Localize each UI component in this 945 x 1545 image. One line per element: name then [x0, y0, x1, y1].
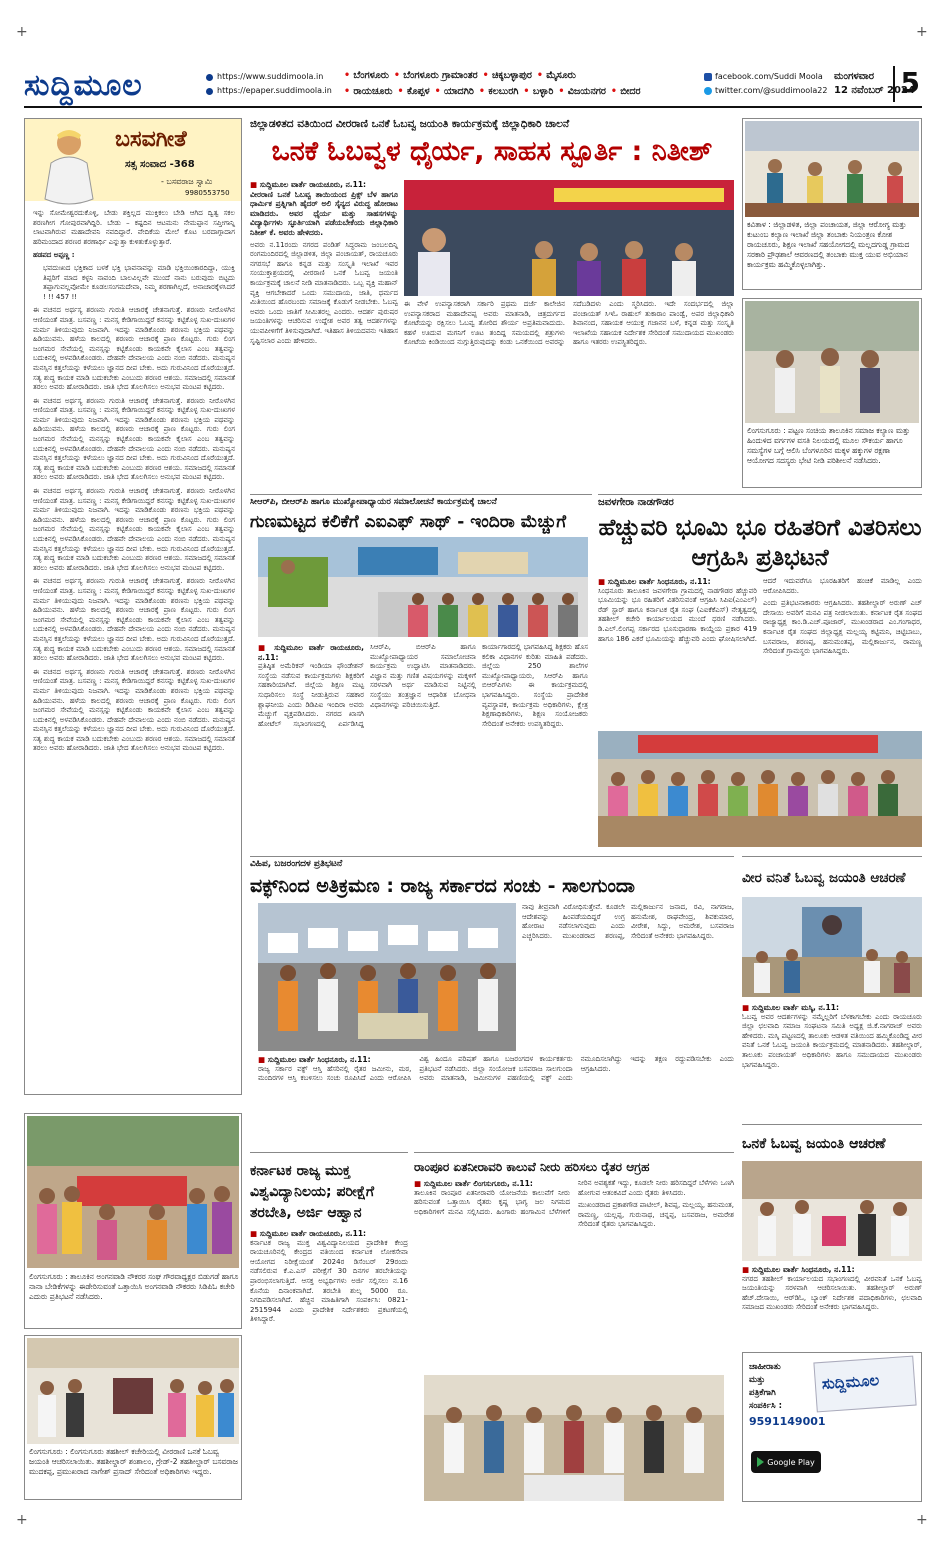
- city-edition-link[interactable]: • ರಾಯಚೂರು: [344, 84, 393, 100]
- epaper-url[interactable]: https://epaper.suddimoola.in: [217, 86, 332, 95]
- issue-day: ಮಂಗಳವಾರ: [834, 71, 875, 82]
- story-body: ರಾಜ್ಯ ಸರ್ಕಾರ ವಕ್ಫ್ ಆಸ್ತಿ ಹೆಸರಿನಲ್ಲಿ ರೈತರ ಜಮೀನು, ಮಠ, ಮಂದಿರಗಳ ಆಸ್ತಿ ಕಬಳಿಸಲು ಸಂಚು ರೂಪಿಸಿದೆ ಎಂದು ಆರೋಪಿಸಿ ವಿಶ್ವ ಹಿಂದೂ ಪರಿಷತ್ ಹಾಗೂ ಬಜರಂಗದಳ ಕಾರ್ಯಕರ್ತರು ಪ್ರತಿಭಟನೆ ನಡೆಸಿದರು. ಜಿಲ್ಲಾ ಸಂಯೋಜಕ ಬಸವರಾಜ ಸಾಲಗುಂದಾ ಅವರು ಮಾತನಾಡಿ, ಜಮೀನುಗಳ ಪಹಣಿಯಲ್ಲಿ ವಕ್ಫ್ ಎಂದು ನಮೂದಿಸಲಾಗಿದ್ದು ಇದನ್ನು ತಕ್ಷಣ ರದ್ದುಪಡಿಸಬೇಕು ಎಂದು ಆಗ್ರಹಿಸಿದರು.: [258, 1055, 734, 1083]
- advertisement-box[interactable]: [742, 1352, 922, 1502]
- story-byline: ■ ಸುದ್ದಿಮೂಲ ವಾರ್ತೆ ಲಿಂಗಸುಗೂರು, ನ.11:: [414, 1179, 570, 1189]
- story-gunamatta: [250, 494, 592, 850]
- story-headline[interactable]: ಒನಕೆ ಓಬವ್ವಳ ಧೈರ್ಯ, ಸಾಹಸ ಸ್ಪೂರ್ತಿ : ನಿತೀಶ್: [271, 136, 713, 167]
- basava-title: ಬಸವಗೀತೆ: [115, 127, 187, 152]
- story-body-2: ಈ ವೇಳೆ ಉಪನ್ಯಾಸಕರಾಗಿ ಸರ್ಕಾರಿ ಪ್ರಥಮ ದರ್ಜೆ ಕಾಲೇಜಿನ ಉಪನ್ಯಾಸಕರಾದ ಮಹಾದೇವಪ್ಪ ಅವರು ಮಾತನಾಡಿ, ಚಿತ್ರದುರ್ಗದ ಕೋಟೆಯನ್ನು ರಕ್ಷಿಸಲು ಓಬವ್ವ ತೋರಿದ ಶೌರ್ಯ ಅಪ್ರತಿಮವಾದುದು. ಕಹಳೆ ಊದುವ ಮಗನಿಗೆ ಊಟ ತಂದಿದ್ದ ಸಮಯದಲ್ಲಿ ಶತ್ರುಗಳು ಕೋಟೆಯ ಕಿಂಡಿಯಿಂದ ನುಗ್ಗುತ್ತಿರುವುದನ್ನು ಕಂಡು ಒನಕೆಯಿಂದ ಅವರನ್ನು ಸದೆಬಡಿದಳು ಎಂದು ಸ್ಮರಿಸಿದರು. ಇದೇ ಸಂದರ್ಭದಲ್ಲಿ ಜಿಲ್ಲಾ ಪಂಚಾಯತ್ ಸಿಇಓ ರಾಹುಲ್ ತುಕಾರಾಂ ಪಾಂಡ್ವೆ, ಅಪರ ಜಿಲ್ಲಾಧಿಕಾರಿ ಶಿವಾನಂದ, ಸಹಾಯಕ ಆಯುಕ್ತ ಗಜಾನನ ಬಳೆ, ಕನ್ನಡ ಮತ್ತು ಸಂಸ್ಕೃತಿ ಇಲಾಖೆಯ ಸಹಾಯಕ ನಿರ್ದೇಶಕ ಸೇರಿದಂತೆ ಸಮುದಾಯದ ಮುಖಂಡರು ಹಾಗೂ ಇತರರು ಉಪಸ್ಥಿತರಿದ್ದರು.: [404, 300, 734, 347]
- basava-subtitle: ಸತ್ಸ ಸಂವಾದ -368: [125, 159, 195, 170]
- story-photo: [598, 731, 922, 847]
- website-links: [206, 70, 332, 98]
- city-edition-link[interactable]: • ಯಾದಗಿರಿ: [435, 84, 474, 100]
- story-body-2: ಕಾರ್ಯಾಗಾರದಲ್ಲಿ ಭಾಗವಹಿಸಿದ್ದ ಶಿಕ್ಷಕರು ಹೊಸ ಕಲಿಕಾ ವಿಧಾನಗಳ ಕುರಿತು ಮಾಹಿತಿ ಪಡೆದರು. ಜಿಲ್ಲೆಯ 250 ಶಾಲೆಗಳ ಮುಖ್ಯೋಪಾಧ್ಯಾಯರು, ಸಿಆರ್‌ಪಿ ಹಾಗೂ ಬಿಆರ್‌ಪಿಗಳು ಈ ಕಾರ್ಯಕ್ರಮದಲ್ಲಿ ಭಾಗವಹಿಸಿದ್ದರು. ಸಂಸ್ಥೆಯ ಪ್ರಾದೇಶಿಕ ವ್ಯವಸ್ಥಾಪಕ, ಕಾರ್ಯಕ್ರಮ ಅಧಿಕಾರಿಗಳು, ಕ್ಷೇತ್ರ ಶಿಕ್ಷಣಾಧಿಕಾರಿಗಳು, ಶಿಕ್ಷಣ ಸಂಯೋಜಕರು ಸೇರಿದಂತೆ ಅನೇಕರು ಉಪಸ್ಥಿತರಿದ್ದರು.: [482, 643, 588, 728]
- basava-rest-4: ಈ ವಚನದ ಅರ್ಥಸ್ಯ ಶರಣನು ಗುರುತಿ ಆಚಾರಕ್ಕೆ ಚೇತನಾಗುತ್ತೆ. ಶರಣರು ನೀರೊಳಗಿನ ಆಣಿಯಂತೆ ಮಾತ್ರ. ಬಸವಣ್ಣ : ಮನಸ್ಸ ಕೇಡಿಗಾಯಿದ್ದರೆ ಕನಸನ್ನು ಕಟ್ಟಿಕೊಳ್ಳ ಸುಖ-ದುಃಖಗಳ ಮರ್ಮ ತಿಳಿಯುವುದು ನಿಜವಾಗಿ. ಇದನ್ನು ಮಾಡಿಕೊಂಡು ಶರಣನು ಭಕ್ತಿಯ ಪಥವನ್ನು ಹಿಡಿಯುವನು. ಹಳೆಯ ಕಾಲದಲ್ಲಿ ಶರಣರು ಆಚಾರಕ್ಕೆ ಪ್ರಾಣ ಕೊಟ್ಟರು. ಗುರು ಲಿಂಗ ಜಂಗಮರ ಸೇವೆಯಲ್ಲಿ ಮನಸ್ಸನ್ನು ಕಟ್ಟಿಕೊಂಡು ಕಾಯಕವೇ ಕೈಲಾಸ ಎಂಬ ತತ್ವವನ್ನು ಬದುಕಿನಲ್ಲಿ ಅಳವಡಿಸಿಕೊಂಡರು. ದೇಹವೇ ದೇವಾಲಯ ಎಂದು ನಂಬಿ ನಡೆದರು. ಮನುಷ್ಯನ ಮನಸ್ಸಿನ ಕತ್ತಲೆಯನ್ನು ಕಳೆಯಲು ಜ್ಞಾನದ ದೀಪ ಬೇಕು. ಅದು ಗುರುವಿನಿಂದ ದೊರೆಯುತ್ತದೆ. ಸತ್ಯ ಶುದ್ಧ ಕಾಯಕ ಮಾಡಿ ಬದುಕಬೇಕು ಎಂಬುದು ಶರಣರ ಆಶಯ. ಸಮಾಜದಲ್ಲಿ ಸಮಾನತೆ ತರಲು ಅವರು ಹೋರಾಡಿದರು. ಜಾತಿ ಭೇದ ತೊಲಗಿಸಲು ಅನುಭವ ಮಂಟಪ ಕಟ್ಟಿದರು.: [33, 577, 235, 663]
- story-byline: ■ ಸುದ್ದಿಮೂಲ ವಾರ್ತೆ ಸಿಂಧನೂರು, ನ.11:: [742, 1265, 922, 1275]
- story-onake-obavva: [742, 1124, 922, 1344]
- website-url[interactable]: https://www.suddimoola.in: [217, 72, 324, 81]
- story-byline: ■ ಸುದ್ದಿಮೂಲ ವಾರ್ತೆ ಸಿಂಧನೂರು, ನ.11:: [258, 1055, 411, 1065]
- play-store-icon: [757, 1457, 764, 1467]
- city-edition-link[interactable]: • ಮೈಸೂರು: [537, 68, 576, 84]
- city-editions: [344, 68, 694, 100]
- page-number: 5: [893, 66, 920, 102]
- story-kicker: ಜಿಲ್ಲಾಡಳಿತದ ವತಿಯಿಂದ ವೀರರಾಣಿ ಒನಕೆ ಓಬವ್ವ ಜಯಂತಿ ಕಾರ್ಯಕ್ರಮಕ್ಕೆ ಜಿಲ್ಲಾಧಿಕಾರಿ ಚಾಲನೆ: [250, 118, 570, 130]
- story-photo: [404, 180, 734, 296]
- story-body-2: ನಾವು ತೀವ್ರವಾಗಿ ವಿರೋಧಿಸುತ್ತೇವೆ. ಕೂಡಲೇ ಆದೇಶವನ್ನು ಹಿಂಪಡೆಯದಿದ್ದರೆ ಉಗ್ರ ಹೋರಾಟ ನಡೆಸಲಾಗುವುದು ಎಂದು ಎಚ್ಚರಿಸಿದರು. ಮುಖಂಡರಾದ ಶರಣಪ್ಪ, ಮಲ್ಲಿಕಾರ್ಜುನ ಜನಾದ, ರವಿ, ನಾಗರಾಜ, ಹನುಮೇಶ, ರಾಘವೇಂದ್ರ, ಶಿವಕುಮಾರ, ವೀರೇಶ, ಸಿದ್ದು, ಅಮರೇಶ, ಬಸವರಾಜ ಸೇರಿದಂತೆ ಅನೇಕರು ಭಾಗವಹಿಸಿದ್ದರು.: [522, 903, 734, 940]
- story-photo: [258, 537, 588, 637]
- facebook-link[interactable]: facebook.com/Suddi Moola: [715, 72, 823, 81]
- photo-lingasugur-anganwadi: [24, 1113, 242, 1329]
- globe-icon: [206, 74, 213, 81]
- registration-mark: +: [16, 1512, 28, 1528]
- kavital-photo: [745, 121, 919, 217]
- city-edition-link[interactable]: • ಕೊಪ್ಪಳ: [398, 84, 430, 100]
- story-body: ಕರ್ನಾಟಕ ರಾಜ್ಯ ಮುಕ್ತ ವಿಶ್ವವಿದ್ಯಾನಿಲಯದ ಪ್ರಾದೇಶಿಕ ಕೇಂದ್ರ ರಾಯಚೂರಿನಲ್ಲಿ ಕೇಂದ್ರದ ವತಿಯಿಂದ ಕರ್ನಾಟಕ ಲೋಕಸೇವಾ ಆಯೋಗದ ನಿರೀಕ್ಷೆಯಂತೆ 2024ರ ಡಿಸೆಂಬರ್ 29ರಂದು ನಡೆಸಲಿರುವ ಕೆ.ಎ.ಎಸ್ ಪರೀಕ್ಷೆಗೆ 30 ದಿನಗಳ ತರಬೇತಿಯನ್ನು ಪ್ರಾರಂಭಿಸಲಾಗುತ್ತಿದೆ. ಆಸಕ್ತ ಅಭ್ಯರ್ಥಿಗಳು ಅರ್ಜಿ ಸಲ್ಲಿಸಲು ನ.16 ಕೊನೆಯ ದಿನಾಂಕವಾಗಿದೆ. ತರಬೇತಿ ಶುಲ್ಕ 5000 ರೂ. ನಿಗದಿಪಡಿಸಲಾಗಿದೆ. ಹೆಚ್ಚಿನ ಮಾಹಿತಿಗಾಗಿ ಸಂಪರ್ಕಿಸಿ: 0821-2515944 ಎಂದು ಪ್ರಾದೇಶಿಕ ನಿರ್ದೇಶಕರು ಪ್ರಕಟಣೆಯಲ್ಲಿ ತಿಳಿಸಿದ್ದಾರೆ.: [250, 1238, 408, 1324]
- story-body: ಅವರು ನ.11ರಂದು ನಗರದ ಪಂಡಿತ್ ಸಿದ್ಧರಾಮ ಜಂಬಲದಿನ್ನಿ ರಂಗಮಂದಿರದಲ್ಲಿ ಜಿಲ್ಲಾಡಳಿತ, ಜಿಲ್ಲಾ ಪಂಚಾಯತ್, ರಾಯಚೂರು ನಗರಸಭೆ ಹಾಗೂ ಕನ್ನಡ ಮತ್ತು ಸಂಸ್ಕೃತಿ ಇಲಾಖೆ ಇವರ ಸಂಯುಕ್ತಾಶ್ರಯದಲ್ಲಿ ವೀರರಾಣಿ ಒನಕೆ ಓಬವ್ವ ಜಯಂತಿ ಕಾರ್ಯಕ್ರಮಕ್ಕೆ ಚಾಲನೆ ನೀಡಿ ಮಾತನಾಡಿದರು. ಒಬ್ಬ ವ್ಯಕ್ತಿ ಮಹಾನ್ ವ್ಯಕ್ತಿ ಆಗಬೇಕಾದರೆ ಒಂದು ಸಮುದಾಯ, ಜಾತಿ, ಧರ್ಮದ ಮಿತಿಯಿಂದ ಹೊರಬಂದು ಸಮಾಜಕ್ಕೆ ಕೊಡುಗೆ ನೀಡಬೇಕು. ಓಬವ್ವ ಅವರು ಒಂದು ಜಾತಿಗೆ ಸೀಮಿತರಲ್ಲ ಎಂದರು. ಆದರ್ಶ ಪುರುಷರ ಜಯಂತಿಗಳನ್ನು ಆಚರಿಸುವ ಉದ್ದೇಶ ಅವರ ತತ್ವ ಆದರ್ಶಗಳನ್ನು ಯುವಪೀಳಿಗೆಗೆ ತಿಳಿಸುವುದಾಗಿದೆ. ಇತಿಹಾಸ ತಿಳಿಯದವನು ಇತಿಹಾಸ ಸೃಷ್ಟಿಸಲಾರ ಎಂದು ಹೇಳಿದರು.: [250, 240, 398, 345]
- basava-author: - ಬಸವರಾಜ ಸ್ವಾಮಿ: [161, 177, 213, 186]
- basava-rest: ಈ ವಚನದ ಅರ್ಥಸ್ಯ ಶರಣನು ಗುರುತಿ ಆಚಾರಕ್ಕೆ ಚೇತನಾಗುತ್ತೆ. ಶರಣರು ನೀರೊಳಗಿನ ಆಣಿಯಂತೆ ಮಾತ್ರ. ಬಸವಣ್ಣ : ಮನಸ್ಸ ಕೇಡಿಗಾಯಿದ್ದರೆ ಕನಸನ್ನು ಕಟ್ಟಿಕೊಳ್ಳ ಸುಖ-ದುಃಖಗಳ ಮರ್ಮ ತಿಳಿಯುವುದು ನಿಜವಾಗಿ. ಇದನ್ನು ಮಾಡಿಕೊಂಡು ಶರಣನು ಭಕ್ತಿಯ ಪಥವನ್ನು ಹಿಡಿಯುವನು. ಹಳೆಯ ಕಾಲದಲ್ಲಿ ಶರಣರು ಆಚಾರಕ್ಕೆ ಪ್ರಾಣ ಕೊಟ್ಟರು. ಗುರು ಲಿಂಗ ಜಂಗಮರ ಸೇವೆಯಲ್ಲಿ ಮನಸ್ಸನ್ನು ಕಟ್ಟಿಕೊಂಡು ಕಾಯಕವೇ ಕೈಲಾಸ ಎಂಬ ತತ್ವವನ್ನು ಬದುಕಿನಲ್ಲಿ ಅಳವಡಿಸಿಕೊಂಡರು. ದೇಹವೇ ದೇವಾಲಯ ಎಂದು ನಂಬಿ ನಡೆದರು. ಮನುಷ್ಯನ ಮನಸ್ಸಿನ ಕತ್ತಲೆಯನ್ನು ಕಳೆಯಲು ಜ್ಞಾನದ ದೀಪ ಬೇಕು. ಅದು ಗುರುವಿನಿಂದ ದೊರೆಯುತ್ತದೆ. ಸತ್ಯ ಶುದ್ಧ ಕಾಯಕ ಮಾಡಿ ಬದುಕಬೇಕು ಎಂಬುದು ಶರಣರ ಆಶಯ. ಸಮಾಜದಲ್ಲಿ ಸಮಾನತೆ ತರಲು ಅವರು ಹೋರಾಡಿದರು. ಜಾತಿ ಭೇದ ತೊಲಗಿಸಲು ಅನುಭವ ಮಂಟಪ ಕಟ್ಟಿದರು.: [33, 306, 235, 392]
- city-edition-link[interactable]: • ಬಳ್ಳಾರಿ: [523, 84, 553, 100]
- story-byline: ■ ಸುದ್ದಿಮೂಲ ವಾರ್ತೆ ರಾಯಚೂರು, ನ.11:: [250, 1229, 408, 1239]
- basava-phone: 9980553750: [185, 189, 230, 197]
- photo-lingasugur-hostel: [742, 298, 922, 488]
- ad-label-4: ಸಂಪರ್ಕಿಸಿ :: [749, 1401, 782, 1411]
- ad-label-3: ಪತ್ರಿಕೆಗಾಗಿ: [749, 1388, 776, 1398]
- google-play-label: Google Play: [767, 1457, 815, 1467]
- taluk-office-photo: [27, 1338, 239, 1444]
- basava-intro: ಇನ್ನು ಸೋಮೇಶ್ವರದುಕೊಳ್ಳಿ, ಬೇಡು ಶಕ್ತಿಲ್ಲದ ಮುಕ್ತಿಕಲು ಬೇಡಿ ಆಗಿದ ದ್ವಿತ್ವ ಸಕಲ ಶರಣಗೀಗ ಗೋಪುರವಾಗಿದ್ದಿರಿ. ಬೇಡು – ಕಷ್ಟದಿನ ಆಟಮನು ನೇಮಪ್ಪಾನ ಸಪ್ತೀಗಾನ್ನಿ ಲಾಟವಾಗಿರುವ ಮಹಾದೇವನಿ ನವದಿದ್ದಾರೆ. ವೇದಿಕೆಯ ಮೇಲೆ ಕೊಟ ಬರದಾಗ್ಗಾದಾಗ ಹರಿಮಂದಾದ ಶರಣರ ಶರಣಾರ್ಥಿ ಎನ್ನುತ್ತಾ ಕುಳಿತುಕೊಳ್ಳುತ್ತಾರೆ.: [33, 209, 235, 246]
- city-edition-link[interactable]: • ವಿಜಯನಗರ: [558, 84, 606, 100]
- caption-lingasugur-anganwadi: ಲಿಂಗಸುಗೂರು : ತಾಲೂಕಿನ ಅಂಗನವಾಡಿ ನೌಕರರ ಸಂಘ ಗೌರವಾಧ್ಯಕ್ಷರ ಬಿಡುಗಡೆ ಹಾಗೂ ನಾನಾ ಬೇಡಿಕೆಗಳನ್ನು ಈಡೇರಿಸುವಂತೆ ಒತ್ತಾಯಿಸಿ ಅಂಗನವಾಡಿ ನೌಕರರು ಸಿಡಿಪಿಓ ಕಚೇರಿ ಎದುರು ಪ್ರತಿಭಟನೆ ನಡೆಸಿದರು.: [29, 1272, 239, 1301]
- masthead: [24, 66, 922, 108]
- story-byline: ■ ಸುದ್ದಿಮೂಲ ವಾರ್ತೆ ಮಸ್ಕಿ, ನ.11:: [742, 1003, 922, 1013]
- story-body: ನಗರದ ತಹಶೀಲ್ ಕಾರ್ಯಾಲಯದ ಸಭಾಂಗಣದಲ್ಲಿ ವೀರವನಿತೆ ಒನಕೆ ಓಬವ್ವ ಜಯಂತಿಯನ್ನು ಸರಳವಾಗಿ ಆಚರಿಸಲಾಯಿತು. ತಹಶೀಲ್ದಾರ್ ಅರುಣ್ ಹೆಚ್.ದೇಸಾಯಿ, ಆರ್‌ಡಿಓ, ಬ್ಯಾಂಕ್ ನಿರ್ದೇಶಕ ಪದಾಧಿಕಾರಿಗಳು, ಛಲವಾದಿ ಸಮಾಜದ ಮುಖಂಡರು ಸೇರಿದಂತೆ ಅನೇಕರು ಭಾಗವಹಿಸಿದ್ದರು.: [742, 1274, 922, 1312]
- caption-kavital: ಕವಿತಾಳ : ಜಿಲ್ಲಾಡಳಿತ, ಜಿಲ್ಲಾ ಪಂಚಾಯತ, ಜಿಲ್ಲಾ ಆರೋಗ್ಯ ಮತ್ತು ಕುಟುಂಬ ಕಲ್ಯಾಣ ಇಲಾಖೆ ಜಿಲ್ಲಾ ತಂಬಾಕು ನಿಯಂತ್ರಣ ಕೋಶ ರಾಯಚೂರು, ಶಿಕ್ಷಣ ಇಲಾಖೆ ಸಹಯೋಗದಲ್ಲಿ ಮಲ್ಲದಗುಡ್ಡ ಗ್ರಾಮದ ಸರಕಾರಿ ಪ್ರೌಢಶಾಲೆ ಆವರಣದಲ್ಲಿ ತಂಬಾಕು ಮುಕ್ತ ಯುವ ಅಭಿಯಾನ ಕಾರ್ಯಕ್ರಮ ಹಮ್ಮಿಕೊಳ್ಳಲಾಗಿತ್ತು.: [747, 220, 910, 269]
- story-headline[interactable]: ರಾಂಪೂರ ಏತನೀರಾವರಿ ಕಾಲುವೆ ನೀರು ಹರಿಸಲು ರೈತರ ಆಗ್ರಹ: [414, 1160, 650, 1174]
- caption-lingasugur-hostel: ಲಿಂಗಸುಗೂರು : ಪಟ್ಟಣ ಸಂಚಿಯ ತಾಲೂಕಿನ ಸಮಾಜ ಕಲ್ಯಾಣ ಮತ್ತು ಹಿಂದುಳಿದ ವರ್ಗಗಳ ವಸತಿ ನಿಲಯದಲ್ಲಿ ಮೂಲ ಸೌಕರ್ಯ ಹಾಗೂ ಸಮಸ್ಯೆಗಳ ಬಗ್ಗೆ ಆಲಿಸಿ ಬೆಂಗಳೂರಿನ ಮಕ್ಕಳ ಹಕ್ಕುಗಳ ರಕ್ಷಣಾ ಆಯೋಗದ ಸದಸ್ಯರು ಭೇಟಿ ನೀಡಿ ಪರಿಶೀಲನೆ ನಡೆಸಿದರು.: [747, 426, 910, 465]
- issue-date-text: 12 ನವೆಂಬರ್ 2024: [834, 85, 915, 96]
- city-edition-link[interactable]: • ಬೆಂಗಳೂರು: [344, 68, 389, 84]
- story-rampur: [414, 1152, 734, 1502]
- story-headline[interactable]: ವೀರ ವನಿತೆ ಓಬವ್ವ ಜಯಂತಿ ಆಚರಣೆ: [742, 870, 906, 886]
- story-byline: ■ ಸುದ್ದಿಮೂಲ ವಾರ್ತೆ ರಾಯಚೂರು, ನ.11:: [258, 643, 364, 662]
- basava-rest-5: ಈ ವಚನದ ಅರ್ಥಸ್ಯ ಶರಣನು ಗುರುತಿ ಆಚಾರಕ್ಕೆ ಚೇತನಾಗುತ್ತೆ. ಶರಣರು ನೀರೊಳಗಿನ ಆಣಿಯಂತೆ ಮಾತ್ರ. ಬಸವಣ್ಣ : ಮನಸ್ಸ ಕೇಡಿಗಾಯಿದ್ದರೆ ಕನಸನ್ನು ಕಟ್ಟಿಕೊಳ್ಳ ಸುಖ-ದುಃಖಗಳ ಮರ್ಮ ತಿಳಿಯುವುದು ನಿಜವಾಗಿ. ಇದನ್ನು ಮಾಡಿಕೊಂಡು ಶರಣನು ಭಕ್ತಿಯ ಪಥವನ್ನು ಹಿಡಿಯುವನು. ಹಳೆಯ ಕಾಲದಲ್ಲಿ ಶರಣರು ಆಚಾರಕ್ಕೆ ಪ್ರಾಣ ಕೊಟ್ಟರು. ಗುರು ಲಿಂಗ ಜಂಗಮರ ಸೇವೆಯಲ್ಲಿ ಮನಸ್ಸನ್ನು ಕಟ್ಟಿಕೊಂಡು ಕಾಯಕವೇ ಕೈಲಾಸ ಎಂಬ ತತ್ವವನ್ನು ಬದುಕಿನಲ್ಲಿ ಅಳವಡಿಸಿಕೊಂಡರು. ದೇಹವೇ ದೇವಾಲಯ ಎಂದು ನಂಬಿ ನಡೆದರು. ಮನುಷ್ಯನ ಮನಸ್ಸಿನ ಕತ್ತಲೆಯನ್ನು ಕಳೆಯಲು ಜ್ಞಾನದ ದೀಪ ಬೇಕು. ಅದು ಗುರುವಿನಿಂದ ದೊರೆಯುತ್ತದೆ. ಸತ್ಯ ಶುದ್ಧ ಕಾಯಕ ಮಾಡಿ ಬದುಕಬೇಕು ಎಂಬುದು ಶರಣರ ಆಶಯ. ಸಮಾಜದಲ್ಲಿ ಸಮಾನತೆ ತರಲು ಅವರು ಹೋರಾಡಿದರು. ಜಾತಿ ಭೇದ ತೊಲಗಿಸಲು ಅನುಭವ ಮಂಟಪ ಕಟ್ಟಿದರು.: [33, 667, 235, 753]
- story-byline: ■ ಸುದ್ದಿಮೂಲ ವಾರ್ತೆ ಸಿಂಧನೂರು, ನ.11:: [598, 577, 757, 587]
- registration-mark: +: [16, 24, 28, 40]
- story-body-2: ಮುಖಂಡರಾದ ಪ್ರಕಾಶಗೌಡ ಪಾಟೀಲ್, ಶಿವಪ್ಪ, ಮಲ್ಲಯ್ಯ, ಹನುಮಂತ, ರಾಮಣ್ಣ, ಯಲ್ಲಪ್ಪ, ಗುರುನಾಥ, ಚನ್ನಪ್ಪ, ಬಸವರಾಜ, ಅಮರೇಶ ಸೇರಿದಂತೆ ರೈತರು ಭಾಗವಹಿಸಿದ್ದರು.: [578, 1201, 734, 1229]
- twitter-link[interactable]: twitter.com/@suddimoola22: [715, 86, 828, 95]
- story-kssou: [250, 1152, 408, 1502]
- story-photo: [258, 903, 516, 1051]
- city-edition-link[interactable]: • ಬೀದರ: [611, 84, 641, 100]
- lingasugur-hostel-photo: [745, 301, 919, 423]
- city-edition-link[interactable]: • ಚಿಕ್ಕಬಳ್ಳಾಪುರ: [483, 68, 532, 84]
- story-body: ಸಿಂಧನೂರು ತಾಲೂಕಿನ ಜವಳಗೇರಾ ಗ್ರಾಮದಲ್ಲಿ ನಾಡಗೌಡರ ಹೆಚ್ಚುವರಿ ಭೂಮಿಯನ್ನು ಭೂ ರಹಿತರಿಗೆ ವಿತರಿಸುವಂತೆ ಆಗ್ರಹಿಸಿ ಸಿಪಿಐ(ಎಂಎಲ್) ರೆಡ್ ಸ್ಟಾರ್ ಹಾಗೂ ಕರ್ನಾಟಕ ರೈತ ಸಂಘ (ಎಐಕೆಕೆಎಸ್) ನೇತೃತ್ವದಲ್ಲಿ ತಹಶೀಲ್ ಕಚೇರಿ ಕಾರ್ಯಾಲಯದ ಮುಂದೆ ಧರಣಿ ನಡೆಸಿದರು. ಡಿ.ಎಲ್.ಲಿಂಗಪ್ಪ ಸರ್ಕಾರದ ಭೂಸುಧಾರಣಾ ಕಾಯ್ದೆಯ ಪ್ರಕಾರ 419 ಹಾಗೂ 186 ಎಕರೆ ಭೂಮಿಯನ್ನು ಹೆಚ್ಚುವರಿ ಎಂದು ಘೋಷಿಸಲಾಗಿದೆ. ಆದರೆ ಇದುವರೆಗೂ ಭೂರಹಿತರಿಗೆ ಹಂಚಿಕೆ ಮಾಡಿಲ್ಲ ಎಂದು ಆರೋಪಿಸಿದರು.: [598, 577, 922, 643]
- newspaper-logo: ಸುದ್ದಿಮೂಲ: [24, 68, 143, 103]
- story-kicker: ಜವಳಗೇರಾ ನಾಡಗೌಡರ: [598, 497, 674, 508]
- story-obavva: [250, 118, 734, 488]
- story-headline[interactable]: ವಕ್ಫ್‌ನಿಂದ ಅತಿಕ್ರಮಣ : ರಾಜ್ಯ ಸರ್ಕಾರದ ಸಂಚು - ಸಾಲಗುಂದಾ: [250, 875, 635, 897]
- basava-rest-2: ಈ ವಚನದ ಅರ್ಥಸ್ಯ ಶರಣನು ಗುರುತಿ ಆಚಾರಕ್ಕೆ ಚೇತನಾಗುತ್ತೆ. ಶರಣರು ನೀರೊಳಗಿನ ಆಣಿಯಂತೆ ಮಾತ್ರ. ಬಸವಣ್ಣ : ಮನಸ್ಸ ಕೇಡಿಗಾಯಿದ್ದರೆ ಕನಸನ್ನು ಕಟ್ಟಿಕೊಳ್ಳ ಸುಖ-ದುಃಖಗಳ ಮರ್ಮ ತಿಳಿಯುವುದು ನಿಜವಾಗಿ. ಇದನ್ನು ಮಾಡಿಕೊಂಡು ಶರಣನು ಭಕ್ತಿಯ ಪಥವನ್ನು ಹಿಡಿಯುವನು. ಹಳೆಯ ಕಾಲದಲ್ಲಿ ಶರಣರು ಆಚಾರಕ್ಕೆ ಪ್ರಾಣ ಕೊಟ್ಟರು. ಗುರು ಲಿಂಗ ಜಂಗಮರ ಸೇವೆಯಲ್ಲಿ ಮನಸ್ಸನ್ನು ಕಟ್ಟಿಕೊಂಡು ಕಾಯಕವೇ ಕೈಲಾಸ ಎಂಬ ತತ್ವವನ್ನು ಬದುಕಿನಲ್ಲಿ ಅಳವಡಿಸಿಕೊಂಡರು. ದೇಹವೇ ದೇವಾಲಯ ಎಂದು ನಂಬಿ ನಡೆದರು. ಮನುಷ್ಯನ ಮನಸ್ಸಿನ ಕತ್ತಲೆಯನ್ನು ಕಳೆಯಲು ಜ್ಞಾನದ ದೀಪ ಬೇಕು. ಅದು ಗುರುವಿನಿಂದ ದೊರೆಯುತ್ತದೆ. ಸತ್ಯ ಶುದ್ಧ ಕಾಯಕ ಮಾಡಿ ಬದುಕಬೇಕು ಎಂಬುದು ಶರಣರ ಆಶಯ. ಸಮಾಜದಲ್ಲಿ ಸಮಾನತೆ ತರಲು ಅವರು ಹೋರಾಡಿದರು. ಜಾತಿ ಭೇದ ತೊಲಗಿಸಲು ಅನುಭವ ಮಂಟಪ ಕಟ್ಟಿದರು.: [33, 396, 235, 482]
- story-body: ತಾಲೂಕಿನ ರಾಂಪೂರ ಏತನೀರಾವರಿ ಯೋಜನೆಯ ಕಾಲುವೆಗೆ ನೀರು ಹರಿಸುವಂತೆ ಒತ್ತಾಯಿಸಿ ರೈತರು ಕೃಷ್ಣ ಭಾಗ್ಯ ಜಲ ನಿಗಮದ ಅಧಿಕಾರಿಗಳಿಗೆ ಮನವಿ ಸಲ್ಲಿಸಿದರು. ಹಿಂಗಾರು ಹಂಗಾಮಿನ ಬೆಳೆಗಳಿಗೆ ನೀರಿನ ಅವಶ್ಯಕತೆ ಇದ್ದು, ಕೂಡಲೇ ನೀರು ಹರಿಸದಿದ್ದರೆ ಬೆಳೆಗಳು ಒಣಗಿ ಹೋಗುವ ಆತಂಕವಿದೆ ಎಂದು ರೈತರು ತಿಳಿಸಿದರು.: [414, 1179, 734, 1216]
- google-play-button[interactable]: [751, 1451, 821, 1473]
- twitter-icon: [704, 87, 712, 95]
- caption-lingasugur-taluk: ಲಿಂಗಸುಗೂರು : ಲಿಂಗಸುಗೂರು ತಹಶೀಲ್ ಕಚೇರಿಯಲ್ಲಿ ವೀರರಾಣಿ ಒನಕೆ ಓಬವ್ವ ಜಯಂತಿ ಆಚರಿಸಲಾಯಿತು. ತಹಶೀಲ್ದಾರ್ ಶಂಶಾಲಂ, ಗ್ರೇಡ್-2 ತಹಶೀಲ್ದಾರ್ ಬಸವರಾಜ ಮುದಕಪ್ಪ, ಪ್ರಮುಖರಾದ ನಾಗೇಶ್ ಪ್ರಸಾದ್ ಸೇರಿದಂತೆ ಅಧಿಕಾರಿಗಳು ಇದ್ದರು.: [29, 1447, 238, 1476]
- story-lead: ವೀರರಾಣಿ ಒನಕೆ ಓಬವ್ವ ತಾಯಿಯಂದ ಪ್ರಿಕ್ಸ್ ಬೆಳ ಹಾಗೂ ಧಾರ್ಮಿಕ ಪ್ರತ್ನಿಗಾಗಿ ಹೈದರ್ ಅಲಿ ಸೈನ್ಯದ ವಿರುದ್ಧ ಹೋರಾಟ ಮಾಡಿದರು. ಅವರ ಧೈರ್ಯ ಮತ್ತು ಸಾಹಸಗಳನ್ನು ವಿದ್ಯಾರ್ಥಿಗಳು ಸ್ಫೂರ್ತಿಯಾಗಿ ಪಡೆಯಬೇಕೆಂದು ಜಿಲ್ಲಾಧಿಕಾರಿ ನಿತೀಶ್ ಕೆ. ಅವರು ಹೇಳಿದರು.: [250, 189, 398, 237]
- city-edition-link[interactable]: • ಕಲಬುರಗಿ: [479, 84, 519, 100]
- story-hechchuvari: [598, 494, 922, 850]
- story-body: ಓಬವ್ವ ಅವರ ಆದರ್ಶಗಳನ್ನು ನಮ್ಮೆಲ್ಲರಿಗೆ ಬೆಳಕಾಗಬೇಕು ಎಂದು ರಾಯಚೂರು ಜಿಲ್ಲಾ ಛಲವಾದಿ ಸಮಾಜ ಸಂಘಟನಾ ಸಮಿತಿ ಅಧ್ಯಕ್ಷ ಜಿ.ಕೆ.ನಾಗರಾಜ್ ಅವರು ಹೇಳಿದರು. ಮಸ್ಕಿ ಪಟ್ಟಣದಲ್ಲಿ ತಾಲೂಕು ಆಡಳಿತ ವತಿಯಿಂದ ಹಮ್ಮಿಕೊಂಡಿದ್ದ ವೀರ ವನಿತೆ ಒನಕೆ ಓಬವ್ವ ಜಯಂತಿ ಕಾರ್ಯಕ್ರಮದಲ್ಲಿ ಮಾತನಾಡಿದರು. ತಹಶೀಲ್ದಾರ್, ತಾಲೂಕು ಪಂಚಾಯತ್ ಅಧಿಕಾರಿಗಳು ಹಾಗೂ ಸಮುದಾಯದ ಮುಖಂಡರು ಭಾಗವಹಿಸಿದ್ದರು.: [742, 1012, 922, 1069]
- globe-icon: [206, 88, 213, 95]
- story-photo: [424, 1375, 724, 1501]
- story-kicker: ಸೀಆರ್‌ಪಿ, ಬೀಆರ್‌ಪಿ ಹಾಗೂ ಮುಖ್ಯೋಪಾಧ್ಯಾಯರ ಸಮಾಲೋಚನೆ ಕಾರ್ಯಕ್ರಮಕ್ಕೆ ಚಾಲನೆ: [250, 497, 497, 507]
- ad-label-2: ಮತ್ತು: [749, 1375, 766, 1385]
- registration-mark: +: [916, 1512, 928, 1528]
- basava-section-title: ಹಡಪದ ಅಪ್ಪಣ್ಣ :: [33, 251, 75, 260]
- basava-rest-3: ಈ ವಚನದ ಅರ್ಥಸ್ಯ ಶರಣನು ಗುರುತಿ ಆಚಾರಕ್ಕೆ ಚೇತನಾಗುತ್ತೆ. ಶರಣರು ನೀರೊಳಗಿನ ಆಣಿಯಂತೆ ಮಾತ್ರ. ಬಸವಣ್ಣ : ಮನಸ್ಸ ಕೇಡಿಗಾಯಿದ್ದರೆ ಕನಸನ್ನು ಕಟ್ಟಿಕೊಳ್ಳ ಸುಖ-ದುಃಖಗಳ ಮರ್ಮ ತಿಳಿಯುವುದು ನಿಜವಾಗಿ. ಇದನ್ನು ಮಾಡಿಕೊಂಡು ಶರಣನು ಭಕ್ತಿಯ ಪಥವನ್ನು ಹಿಡಿಯುವನು. ಹಳೆಯ ಕಾಲದಲ್ಲಿ ಶರಣರು ಆಚಾರಕ್ಕೆ ಪ್ರಾಣ ಕೊಟ್ಟರು. ಗುರು ಲಿಂಗ ಜಂಗಮರ ಸೇವೆಯಲ್ಲಿ ಮನಸ್ಸನ್ನು ಕಟ್ಟಿಕೊಂಡು ಕಾಯಕವೇ ಕೈಲಾಸ ಎಂಬ ತತ್ವವನ್ನು ಬದುಕಿನಲ್ಲಿ ಅಳವಡಿಸಿಕೊಂಡರು. ದೇಹವೇ ದೇವಾಲಯ ಎಂದು ನಂಬಿ ನಡೆದರು. ಮನುಷ್ಯನ ಮನಸ್ಸಿನ ಕತ್ತಲೆಯನ್ನು ಕಳೆಯಲು ಜ್ಞಾನದ ದೀಪ ಬೇಕು. ಅದು ಗುರುವಿನಿಂದ ದೊರೆಯುತ್ತದೆ. ಸತ್ಯ ಶುದ್ಧ ಕಾಯಕ ಮಾಡಿ ಬದುಕಬೇಕು ಎಂಬುದು ಶರಣರ ಆಶಯ. ಸಮಾಜದಲ್ಲಿ ಸಮಾನತೆ ತರಲು ಅವರು ಹೋರಾಡಿದರು. ಜಾತಿ ಭೇದ ತೊಲಗಿಸಲು ಅನುಭವ ಮಂಟಪ ಕಟ್ಟಿದರು.: [33, 487, 235, 572]
- story-body-2: ಎಂದು ಪ್ರತಿಭಟನಾಕಾರರು ಆಗ್ರಹಿಸಿದರು. ತಹಶೀಲ್ದಾರ್ ಅರುಣ್ ಎಚ್ ದೇಸಾಯಿ ಅವರಿಗೆ ಮನವಿ ಪತ್ರ ನೀಡಲಾಯಿತು. ಕರ್ನಾಟಕ ರೈತ ಸಂಘದ ರಾಜ್ಯಾಧ್ಯಕ್ಷ ಕಾಂ.ಡಿ.ಎಚ್.ಪೂಜಾರ್, ಮುಖಂಡರಾದ ಎಂ.ಗಂಗಾಧರ, ಕರ್ನಾಟಕ ರೈತ ಸಂಘದ ಜಿಲ್ಲಾಧ್ಯಕ್ಷ ಮಲ್ಲಯ್ಯ ಕಟ್ಟಿಮನಿ, ಚಿಟ್ಟಿಬಾಬು, ಬಸವರಾಜ, ಶರಣಪ್ಪ, ಹನುಮಂತಪ್ಪ, ಮಲ್ಲಿಕಾರ್ಜುನ, ರಾಮಣ್ಣ ಸೇರಿದಂತೆ ಗ್ರಾಮಸ್ಥರು ಭಾಗವಹಿಸಿದ್ದರು.: [763, 599, 922, 656]
- story-photo: [742, 1161, 922, 1261]
- ad-logo: ಸುದ್ದಿಮೂಲ: [821, 1371, 880, 1393]
- basava-poem: ಭವದುಃಖದ ಭಕ್ತಿಕಾದ ಬಳಕೆ ಭಕ್ತಿ ಭಾವನಾವನ್ನು ಮಾಡಿ ಭಕ್ತಿಯಿಂಕಾರದಿದ್ದಾ, ಯುಕ್ತಿ ತಿಪ್ಪರಿಗೆ ಮಾದ ಕಳ್ಳನಿ ನಾವಂದಿ ಬಾಲವಿಲ್ಲವೇ ಮುಂದೆ ನಾನು ಬರುವುದು ಬಿಟ್ಟದು ತಪ್ಪಾಗುವಲ್ಲವೋಮೇ ಕೂಡಲಸಂಗಮದೇವಾ, ನಿಮ್ಮ ಶರಣಾಗಿಲ್ಲದೆ, ಅನಾಚಾರಕ್ಕೆಳಸಿದರೆ ! !! 457 !!: [43, 263, 235, 301]
- photo-kavital: [742, 118, 922, 290]
- photo-lingasugur-taluk: [24, 1335, 242, 1500]
- city-edition-link[interactable]: • ಬೆಂಗಳೂರು ಗ್ರಾಮಾಂತರ: [394, 68, 478, 84]
- story-kicker: ವಿಹಿಪ, ಬಜರಂಗದಳ ಪ್ರತಿಭಟನೆ: [250, 859, 343, 869]
- story-headline[interactable]: ಒನಕೆ ಓಬವ್ವ ಜಯಂತಿ ಆಚರಣೆ: [742, 1136, 886, 1152]
- social-links: [704, 70, 827, 98]
- ad-label-1: ಜಾಹೀರಾತು: [749, 1362, 781, 1372]
- ad-phone[interactable]: 9591149001: [749, 1415, 826, 1428]
- basava-geethe-column: [24, 118, 242, 1095]
- story-photo: [742, 897, 922, 997]
- newspaper-thumbnail: [813, 1356, 916, 1413]
- story-headline[interactable]: ಗುಣಮಟ್ಟದ ಕಲಿಕೆಗೆ ಎಐಎಫ್ ಸಾಥ್ - ಇಂದಿರಾ ಮೆಚ್ಚುಗೆ: [250, 512, 567, 532]
- story-headline[interactable]: ಹೆಚ್ಚುವರಿ ಭೂಮಿ ಭೂ ರಹಿತರಿಗೆ ವಿತರಿಸಲು ಆಗ್ರಹಿಸಿ ಪ್ರತಿಭಟನೆ: [598, 515, 922, 571]
- story-veera-vanithe: [742, 856, 922, 1118]
- story-waqf: [250, 856, 734, 1146]
- story-byline: ■ ಸುದ್ದಿಮೂಲ ವಾರ್ತೆ ರಾಯಚೂರು, ನ.11:: [250, 180, 398, 190]
- registration-mark: +: [916, 24, 928, 40]
- facebook-icon: [704, 73, 712, 81]
- anganwadi-photo: [27, 1116, 239, 1268]
- saint-illustration-icon: [29, 121, 109, 211]
- story-headline[interactable]: ಕರ್ನಾಟಕ ರಾಜ್ಯ ಮುಕ್ತ ವಿಶ್ವವಿದ್ಯಾನಿಲಯ; ಪರೀಕ್ಷೆಗೆ ತರಬೇತಿ, ಅರ್ಜಿ ಆಹ್ವಾನ: [250, 1163, 375, 1221]
- story-body: ಪ್ರತಿಷ್ಠಿತ ಅಮೆರಿಕನ್ ಇಂಡಿಯಾ ಫೌಂಡೇಶನ್ ಸಂಸ್ಥೆಯ ನಡೆಸುವ ಕಾರ್ಯಕ್ರಮಗಳು ಶಿಕ್ಷಕರಿಗೆ ಸಹಕಾರಿಯಾಗಿವೆ. ಜಿಲ್ಲೆಯ ಶಿಕ್ಷಣ ಮಟ್ಟ ಸುಧಾರಿಸಲು ಸಂಸ್ಥೆ ನೀಡುತ್ತಿರುವ ಸಹಕಾರ ಶ್ಲಾಘನೀಯ ಎಂದು ಡಿಡಿಪಿಐ ಇಂದಿರಾ ಅವರು ಮೆಚ್ಚುಗೆ ವ್ಯಕ್ತಪಡಿಸಿದರು. ನಗರದ ಖಾಸಗಿ ಹೋಟೆಲ್ ಸಭಾಂಗಣದಲ್ಲಿ ಏರ್ಪಡಿಸಿದ್ದ ಸಿಆರ್‌ಪಿ, ಬಿಆರ್‌ಪಿ ಹಾಗೂ ಮುಖ್ಯೋಪಾಧ್ಯಾಯರ ಸಮಾಲೋಚನಾ ಕಾರ್ಯಕ್ರಮ ಉದ್ಘಾಟಿಸಿ ಮಾತನಾಡಿದರು. ವಿಜ್ಞಾನ ಮತ್ತು ಗಣಿತ ವಿಷಯಗಳನ್ನು ಮಕ್ಕಳಿಗೆ ಸರಳವಾಗಿ ಅರ್ಥ ಮಾಡಿಸುವ ನಿಟ್ಟಿನಲ್ಲಿ ಸಂಸ್ಥೆಯು ತಂತ್ರಜ್ಞಾನ ಆಧಾರಿತ ಬೋಧನಾ ವಿಧಾನಗಳನ್ನು ಪರಿಚಯಿಸುತ್ತಿದೆ.: [258, 643, 476, 728]
